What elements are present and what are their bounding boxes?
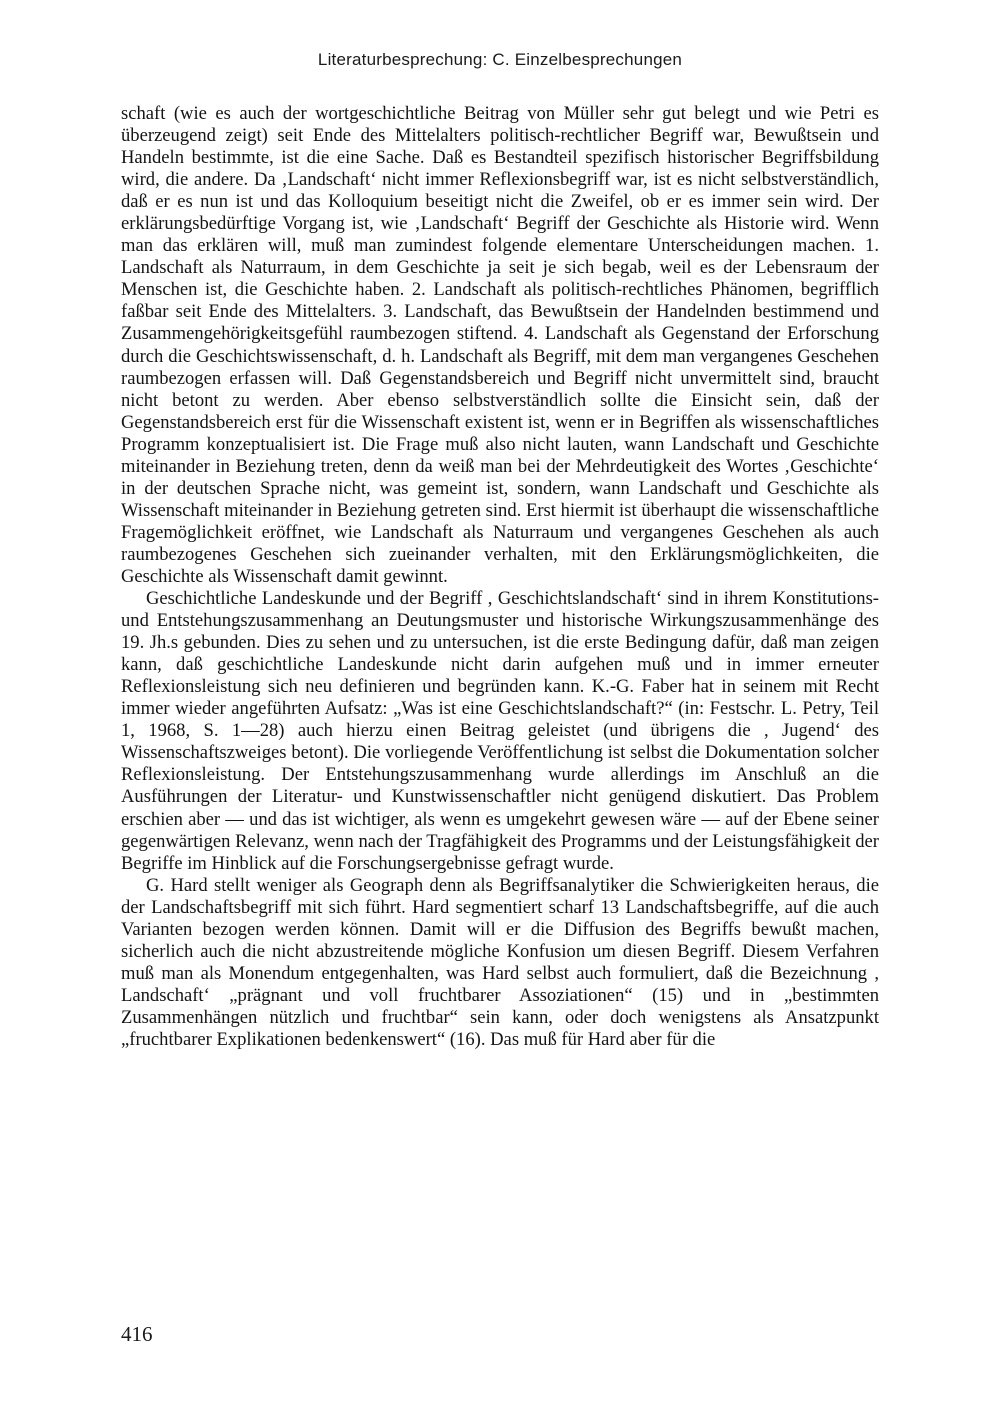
paragraph-3: G. Hard stellt weniger als Geograph denn als Begriffsanalytiker die Schwierigkeiten heraus, die der Landschaftsbegriff mit sich führt. Hard segmentiert scharf 13 Landschaftsbegriffe, auf die auch Varianten bezogen werden können. Damit will er die Diffusion des Begriffs bewußt machen, sicherlich auch die nicht abzustreitende mögliche Konfusion um diesen Begriff. Diesem Verfahren muß man als Monendum entgegenhalten, was Hard selbst auch formuliert, daß die Bezeichnung , Landschaft‘ „prägnant und voll fruchtbarer Assoziationen“ (15) und in „bestimmten Zusammenhängen nützlich und fruchtbar“ sein kann, oder doch wenigstens als Ansatzpunkt „fruchtbarer Explikationen bedenkenswert“ (16). Das muß für Hard aber für die — [121, 874, 879, 1050]
running-header: Literaturbesprechung: C. Einzelbesprechungen — [317, 50, 683, 69]
body-text — [121, 103, 879, 1051]
paragraph-1: schaft (wie es auch der wortgeschichtliche Beitrag von Müller sehr gut belegt und wie Petri es überzeugend zeigt) seit Ende des Mittelalters politisch-rechtlicher Begriff war, Bewußtsein und Handeln bestimmte, ist die eine Sache. Daß es Bestandteil spezifisch historischer Begriffsbildung wird, die andere. Da ‚Landschaft‘ nicht immer Reflexionsbegriff war, ist es nicht selbstverständlich, daß er es nun ist und das Kolloquium beseitigt nicht die Zweifel, ob er es immer sein wird. Der erklärungsbedürftige Vorgang ist, wie ‚Landschaft‘ Begriff der Geschichte als Historie wird. Wenn man das erklären will, muß man zumindest folgende elementare Unterscheidungen machen. 1. Landschaft als Naturraum, in dem Geschichte ja seit je sich begab, weil es der Lebensraum der Menschen ist, die Geschichte haben. 2. Landschaft als politisch-rechtliches Phänomen, begrifflich faßbar seit Ende des Mittelalters. 3. Landschaft, das Bewußtsein der Handelnden bestimmend und Zusammengehörigkeitsgefühl raumbezogen stiftend. 4. Landschaft als Gegenstand der Erforschung durch die Geschichtswissenschaft, d. h. Landschaft als Begriff, mit dem man vergangenes Geschehen raumbezogen erfassen will. Daß Gegenstandsbereich und Begriff nicht unvermittelt sind, braucht nicht betont zu werden. Aber ebenso selbstverständlich sollte die Einsicht sein, daß der Gegenstandsbereich erst für die Wissenschaft existent ist, wenn er in Begriffen als wissenschaftliches Programm konzeptualisiert ist. Die Frage muß also nicht lauten, wann Landschaft und Geschichte miteinander in Beziehung treten, denn da weiß man bei der Mehrdeutigkeit des Wortes ‚Geschichte‘ in der deutschen Sprache nicht, was gemeint ist, sondern, wann Landschaft und Geschichte als Wissenschaft miteinander in Beziehung getreten sind. Erst hiermit ist überhaupt die wissenschaftliche Fragemöglichkeit eröffnet, wie Landschaft als Naturraum und vergangenes Geschehen als auch raumbezogenes Geschehen sich zueinander verhalten, mit den Erklärungsmöglichkeiten, die Geschichte als Wissenschaft damit gewinnt. — [121, 103, 879, 587]
paragraph-2: Geschichtliche Landeskunde und der Begriff , Geschichtslandschaft‘ sind in ihrem Konstitutions- und Entstehungszusammenhang an Deutungsmuster und historische Wirkungszusammenhänge des 19. Jh.s gebunden. Dies zu sehen und zu untersuchen, ist die erste Bedingung dafür, daß man zeigen kann, daß geschichtliche Landeskunde nicht darin aufgehen muß und in immer erneuter Reflexionsleistung sich neu definieren und begründen kann. K.-G. Faber hat in seinem mit Recht immer wieder angeführten Aufsatz: „Was ist eine Geschichtslandschaft?“ (in: Festschr. L. Petry, Teil 1, 1968, S. 1—28) auch hierzu einen Beitrag geleistet (und übrigens die , Jugend‘ des Wissenschaftszweiges betont). Die vorliegende Veröffentlichung ist selbst die Dokumentation solcher Reflexionsleistung. Der Entstehungszusammenhang wurde allerdings im Anschluß an die Ausführungen der Literatur- und Kunstwissenschaftler nicht genügend diskutiert. Das Problem erschien aber — und das ist wichtiger, als wenn es umgekehrt gewesen wäre — auf der Ebene seiner gegenwärtigen Relevanz, wenn nach der Tragfähigkeit des Programms und der Leistungsfähigkeit der Begriffe im Hinblick auf die Forschungsergebnisse gefragt wurde. — [121, 588, 879, 874]
page-number: 416 — [121, 1322, 153, 1346]
